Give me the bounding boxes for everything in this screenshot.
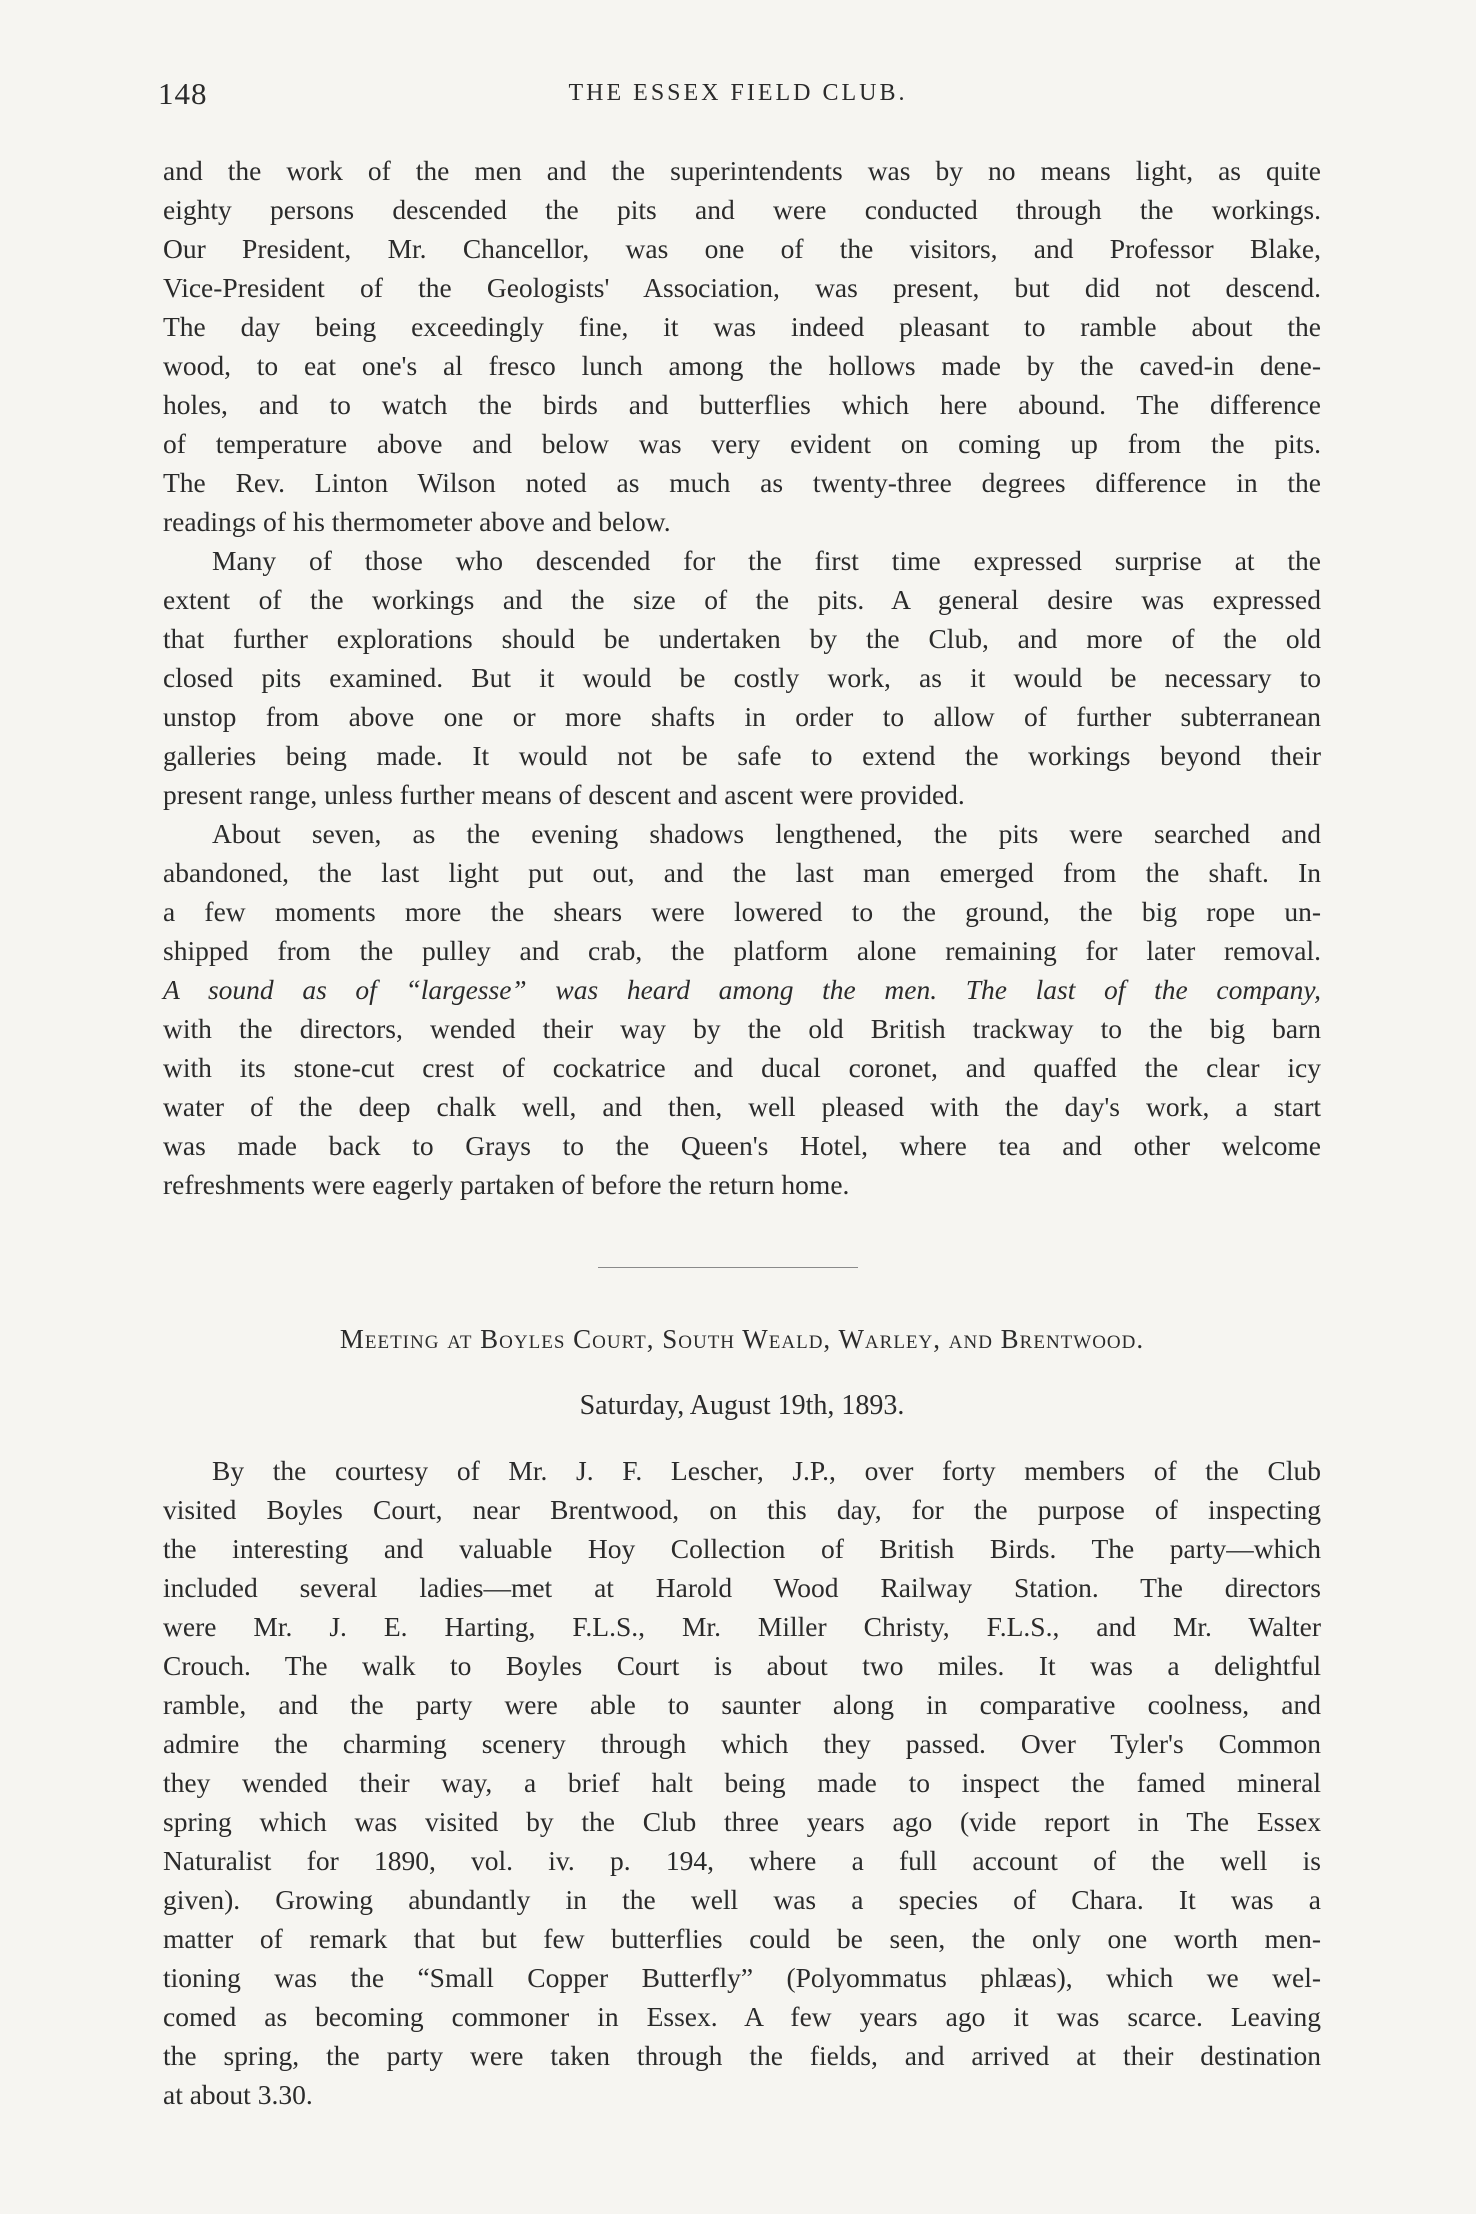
text-line: comed as becoming commoner in Essex. A few years ago it was scarce. Leaving [163, 2001, 1321, 2032]
text-line: the interesting and valuable Hoy Collection of British Birds. The party—which [163, 1533, 1321, 1564]
text-line: that further explorations should be undertaken by the Club, and more of the old [163, 623, 1321, 654]
text-line: they wended their way, a brief halt being made to inspect the famed mineral [163, 1767, 1321, 1798]
text-line: a few moments more the shears were lowered to the ground, the big rope un- [163, 896, 1321, 927]
running-title: THE ESSEX FIELD CLUB. [568, 80, 908, 106]
text-line: admire the charming scenery through which they passed. Over Tyler's Common [163, 1728, 1321, 1759]
text-line: extent of the workings and the size of the pits. A general desire was expressed [163, 584, 1321, 615]
text-line: readings of his thermometer above and below. [163, 506, 671, 537]
meeting-report-text [163, 1451, 1321, 2114]
text-line: Our President, Mr. Chancellor, was one of the visitors, and Professor Blake, [163, 233, 1321, 264]
text-line: wood, to eat one's al fresco lunch among the hollows made by the caved-in dene- [163, 350, 1321, 381]
text-line: refreshments were eagerly partaken of before the return home. [163, 1169, 850, 1200]
text-line: matter of remark that but few butterflies could be seen, the only one worth men- [163, 1923, 1321, 1954]
text-line: holes, and to watch the birds and butterflies which here abound. The difference [163, 389, 1321, 420]
text-line: Naturalist for 1890, vol. iv. p. 194, where a full account of the well is [163, 1845, 1321, 1876]
text-line: The Rev. Linton Wilson noted as much as twenty-three degrees difference in the [163, 467, 1321, 498]
report-continued-text [163, 151, 1321, 1204]
text-line: of temperature above and below was very evident on coming up from the pits. [163, 428, 1321, 459]
text-line: eighty persons descended the pits and were conducted through the workings. [163, 194, 1321, 225]
text-line: with the directors, wended their way by the old British trackway to the big barn [163, 1013, 1321, 1044]
text-line: tioning was the “Small Copper Butterfly” (Polyommatus phlæas), which we wel- [163, 1962, 1321, 1993]
text-line: water of the deep chalk well, and then, well pleased with the day's work, a start [163, 1091, 1321, 1122]
text-line: By the courtesy of Mr. J. F. Lescher, J.P., over forty members of the Club [212, 1455, 1321, 1486]
text-line: present range, unless further means of descent and ascent were provided. [163, 779, 965, 810]
text-line: given). Growing abundantly in the well was a species of Chara. It was a [163, 1884, 1321, 1915]
text-line: unstop from above one or more shafts in order to allow of further subterranean [163, 701, 1321, 732]
section-date: Saturday, August 19th, 1893. [579, 1390, 905, 1421]
text-line: About seven, as the evening shadows lengthened, the pits were searched and [212, 818, 1321, 849]
text-line: were Mr. J. E. Harting, F.L.S., Mr. Miller Christy, F.L.S., and Mr. Walter [163, 1611, 1321, 1642]
running-head [158, 76, 1318, 116]
text-line: at about 3.30. [163, 2079, 313, 2110]
text-line: The day being exceedingly fine, it was indeed pleasant to ramble about the [163, 311, 1321, 342]
text-line: galleries being made. It would not be safe to extend the workings beyond their [163, 740, 1321, 771]
section-heading: Meeting at Boyles Court, South Weald, Warley, and Brentwood. [339, 1324, 1145, 1354]
text-line: A sound as of “largesse” was heard among the men. The last of the company, [163, 974, 1321, 1005]
text-line: the spring, the party were taken through the fields, and arrived at their destination [163, 2040, 1321, 2071]
text-line: Vice-President of the Geologists' Association, was present, but did not descend. [163, 272, 1321, 303]
text-line: Crouch. The walk to Boyles Court is about two miles. It was a delightful [163, 1650, 1321, 1681]
text-line: spring which was visited by the Club three years ago (vide report in The Essex [163, 1806, 1321, 1837]
text-line: abandoned, the last light put out, and the last man emerged from the shaft. In [163, 857, 1321, 888]
text-line: was made back to Grays to the Queen's Hotel, where tea and other welcome [163, 1130, 1321, 1161]
text-line: visited Boyles Court, near Brentwood, on this day, for the purpose of inspecting [163, 1494, 1321, 1525]
text-line: included several ladies—met at Harold Wood Railway Station. The directors [163, 1572, 1321, 1603]
text-line: with its stone-cut crest of cockatrice and ducal coronet, and quaffed the clear icy [163, 1052, 1321, 1083]
text-line: Many of those who descended for the first time expressed surprise at the [212, 545, 1321, 576]
text-line: closed pits examined. But it would be costly work, as it would be necessary to [163, 662, 1321, 693]
page-number: 148 [158, 76, 208, 111]
text-line: shipped from the pulley and crab, the platform alone remaining for later removal. [163, 935, 1321, 966]
text-line: and the work of the men and the superintendents was by no means light, as quite [163, 155, 1321, 186]
text-line: ramble, and the party were able to saunter along in comparative coolness, and [163, 1689, 1321, 1720]
section-divider [598, 1267, 858, 1268]
